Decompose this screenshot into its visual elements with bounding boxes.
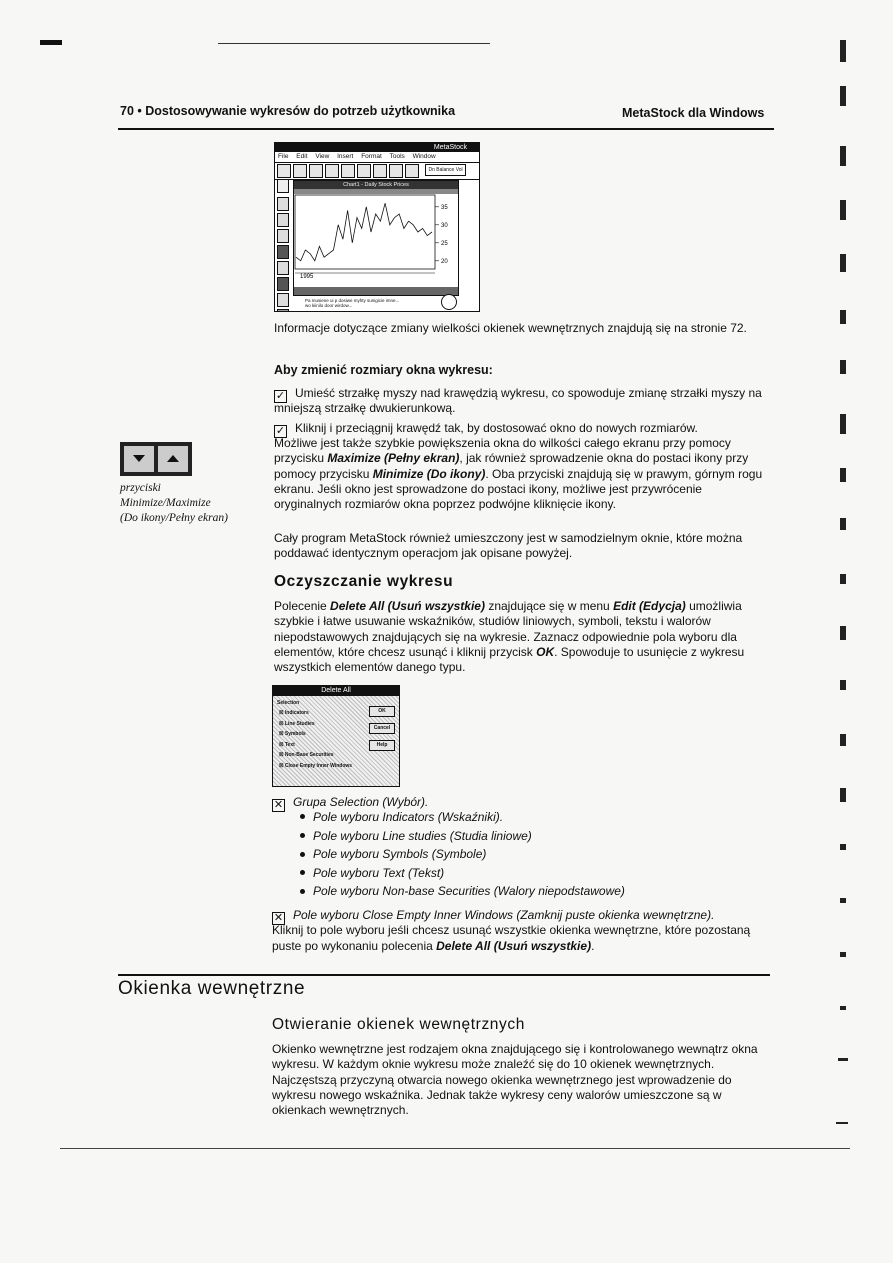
dialog-checkbox[interactable]: ☒ Symbols xyxy=(279,731,306,737)
edge-mark xyxy=(840,310,846,324)
section-heading: Okienka wewnętrzne xyxy=(118,978,306,999)
bullet-item xyxy=(300,882,770,901)
section-text: Okienko wewnętrzne jest rodzajem okna znajdującego się i kontrolowanego wewnątrz okna wykresu. W każdym oknie wykresu może znaleźć się do 10 okienek wewnętrznych. Najczęstszą przyczyną otwarcia nowego okienka wewnętrznego jest wprowadzenie do wykresu nowego wskaźnika. Jednak także wykresy ceny walorów umieszczone są w okienkach wewnętrznych. xyxy=(272,1042,758,1118)
edge-mark xyxy=(840,626,846,640)
ok-term: OK xyxy=(536,644,555,659)
page-number: 70 xyxy=(120,104,134,118)
tool-column xyxy=(277,179,289,309)
tool-icon[interactable] xyxy=(277,197,289,211)
toolbar-button-icon[interactable] xyxy=(373,164,387,178)
edge-mark xyxy=(840,86,846,106)
arrow-tool-icon[interactable] xyxy=(277,179,289,193)
clear-3: umożliwia szybkie i łatwe usuwanie wskaźników, studiów liniowych, symboli, tekstu i walorów niepodstawowych znajdujących się na wykresie. Zaznacz odpowiednie pola wyboru dla elementów, które chcesz usunąć i kliknij przycisk xyxy=(274,599,742,659)
minimize-button xyxy=(124,446,154,472)
dialog-title: Delete All xyxy=(273,686,399,696)
step-2 xyxy=(274,421,770,436)
toolbar-combo[interactable]: Dn Balance Vol xyxy=(425,164,465,176)
delete-all-term: Delete All (Usuń wszystkie) xyxy=(330,599,485,613)
close-empty-desc xyxy=(272,923,768,954)
para-b: , jak również sprowadzenie okna do postaci ikony przy pomocy przycisku xyxy=(274,451,749,481)
edge-mark xyxy=(840,146,846,166)
year-label: 1995 xyxy=(300,274,314,280)
checkmark-icon: ✓ xyxy=(275,425,286,437)
edge-mark xyxy=(840,468,846,482)
dialog-checkbox[interactable]: ☒ Line Studies xyxy=(279,720,315,727)
menu-insert[interactable]: Insert xyxy=(337,153,354,160)
chart-window-title: Chart1 - Daily Stock Prices xyxy=(294,181,458,189)
edge-mark xyxy=(840,788,846,802)
sidebar-caption xyxy=(120,481,270,526)
bullet-item xyxy=(300,845,770,864)
toolbar-button-icon[interactable] xyxy=(293,164,307,178)
menu-window[interactable]: Window xyxy=(412,153,436,160)
bullet-dot xyxy=(300,833,305,838)
menu-file[interactable]: File xyxy=(278,153,289,160)
bullet-text: Pole wyboru Line studies (Studia liniowe) xyxy=(313,828,532,843)
app-menu-bar xyxy=(275,152,479,163)
step-2-text: Kliknij i przeciągnij krawędź tak, by dostosować okno do nowych rozmiarów. xyxy=(295,421,698,435)
tool-icon[interactable] xyxy=(277,229,289,243)
edge-mark xyxy=(840,518,846,530)
minmax-buttons-image xyxy=(120,442,192,476)
triangle-down-icon xyxy=(133,455,145,462)
checkbox-label: Symbols xyxy=(284,731,306,737)
toolbar-button-icon[interactable] xyxy=(341,164,355,178)
checkmark-icon: ✓ xyxy=(275,390,286,402)
checkbox-x-icon: ✕ xyxy=(273,799,284,811)
y-tick-label: 35 xyxy=(441,204,448,211)
delete-all-dialog xyxy=(272,685,400,787)
dialog-help-button[interactable]: Help xyxy=(369,740,395,751)
bullet-text: Pole wyboru Symbols (Symbole) xyxy=(313,847,487,862)
dialog-checkbox[interactable]: ☒ Text xyxy=(279,741,295,748)
toolbar-button-icon[interactable] xyxy=(389,164,403,178)
toolbar-button-icon[interactable] xyxy=(325,164,339,178)
close-delete-all-term: Delete All (Usuń wszystkie) xyxy=(436,938,592,953)
edge-mark xyxy=(840,574,846,584)
maximize-term: Maximize (Pełny ekran) xyxy=(327,451,460,466)
y-tick-label: 20 xyxy=(441,258,448,265)
checkbox-label: Indicators xyxy=(284,710,309,716)
section-title: Dostosowywanie wykresów do potrzeb użytkownika xyxy=(145,104,456,118)
scan-mark xyxy=(40,40,62,45)
close-empty-text: Pole wyboru Close Empty Inner Windows (Zamknij puste okienka wewnętrzne). xyxy=(293,908,715,922)
chart-window[interactable] xyxy=(293,180,459,296)
checkbox-label: Close Empty Inner Windows xyxy=(284,762,353,769)
close-empty-line xyxy=(272,908,768,923)
clear-1: Polecenie xyxy=(274,599,331,613)
running-header xyxy=(120,104,455,118)
dialog-checkbox[interactable]: ☒ Indicators xyxy=(279,710,309,716)
selection-group-text: Grupa Selection (Wybór). xyxy=(293,795,429,809)
caption-line-3: (Do ikony/Pełny ekran) xyxy=(120,512,228,524)
bottom-rule xyxy=(60,1148,850,1149)
clear-heading: Oczyszczanie wykresu xyxy=(274,573,454,590)
toolbar-button-icon[interactable] xyxy=(405,164,419,178)
header-rule xyxy=(118,128,774,130)
selection-bullets xyxy=(300,808,770,901)
bullet-dot xyxy=(300,814,305,819)
caption-line-1: przyciski xyxy=(120,482,161,494)
bullet-dot xyxy=(300,870,305,875)
dialog-ok-button[interactable]: OK xyxy=(369,706,395,717)
dialog-cancel-button[interactable]: Cancel xyxy=(369,723,395,734)
y-tick-label: 25 xyxy=(441,240,448,247)
price-axis xyxy=(435,205,448,265)
dialog-group-label: Selection xyxy=(277,700,300,706)
clear-2: znajdujące się w menu xyxy=(484,599,614,613)
close-empty-block xyxy=(272,908,768,954)
edge-mark xyxy=(838,1058,848,1061)
bullet-item xyxy=(300,808,770,827)
menu-format[interactable]: Format xyxy=(361,153,382,160)
app-toolbar xyxy=(275,163,479,180)
price-chart xyxy=(294,194,458,284)
chart-scrollbar[interactable] xyxy=(294,287,458,295)
triangle-up-icon xyxy=(167,455,179,462)
book-title: MetaStock dla Windows xyxy=(622,106,765,120)
edge-mark xyxy=(836,1122,848,1124)
dialog-checkbox[interactable]: ☒ Close Empty Inner Windows xyxy=(279,762,353,769)
bullet-text: Pole wyboru Indicators (Wskaźniki). xyxy=(313,810,504,824)
header-bullet: • xyxy=(137,104,142,118)
dialog-checkbox-list xyxy=(279,708,352,771)
checkbox-label: Line Studies xyxy=(284,720,315,727)
y-tick-label: 30 xyxy=(441,222,448,229)
step-1 xyxy=(274,386,770,417)
menu-edit[interactable]: Edit xyxy=(296,153,308,160)
status-text: Pa musiene ui p dosiwe myhty sunigicie imne... wo kiinilo door wirdow... xyxy=(305,298,400,308)
app-title-bar: MetaStock xyxy=(275,143,479,152)
clear-4: . Spowoduje to usunięcie z wykresu wszystkich elementów danego typu. xyxy=(274,644,745,675)
edge-mark xyxy=(840,844,846,850)
bullet-dot xyxy=(300,852,305,857)
info-text: Informacje dotyczące zmiany wielkości okienek wewnętrznych znajdują się na stronie 72. xyxy=(274,321,747,335)
bullet-text: Pole wyboru Text (Tekst) xyxy=(313,865,445,880)
menu-view[interactable]: View xyxy=(315,153,330,160)
menu-tools[interactable]: Tools xyxy=(389,153,405,160)
maximize-button xyxy=(158,446,188,472)
tool-icon[interactable] xyxy=(277,213,289,227)
scan-rule xyxy=(218,43,490,44)
bullet-item xyxy=(300,864,770,883)
checkbox-label: Non-Base Securities xyxy=(284,752,334,758)
cursor-icon xyxy=(441,294,457,310)
bullet-dot xyxy=(300,889,305,894)
edge-mark xyxy=(840,952,846,957)
bullet-item xyxy=(300,827,770,846)
minimize-term: Minimize (Do ikony) xyxy=(372,466,486,481)
resize-heading: Aby zmienić rozmiary okna wykresu: xyxy=(274,363,493,377)
edge-mark xyxy=(840,200,846,220)
tool-icon[interactable] xyxy=(277,293,289,307)
close-3: . xyxy=(591,938,595,953)
caption-line-2: Minimize/Maximize xyxy=(120,497,211,509)
toolbar-button-icon[interactable] xyxy=(309,164,323,178)
toolbar-button-icon[interactable] xyxy=(357,164,371,178)
step-1-text: Umieść strzałkę myszy nad krawędzią wykresu, co spowoduje zmianę strzałki myszy na mniejszą strzałkę dwukierunkową. xyxy=(274,386,762,416)
para-c: . Oba przyciski znajdują się w prawym, górnym rogu ekranu. Jeśli okno jest sprowadzone do postaci ikony, możliwe jest przywrócenie oryginalnych rozmiarów okna poprzez podwójne kliknięcie ikony. xyxy=(274,466,763,512)
edge-mark xyxy=(840,40,846,62)
tool-icon[interactable] xyxy=(277,245,289,259)
metastock-screenshot xyxy=(274,142,480,312)
subsection-heading: Otwieranie okienek wewnętrznych xyxy=(272,1016,525,1033)
dialog-checkbox[interactable]: ☒ Non-Base Securities xyxy=(279,752,334,758)
edge-mark xyxy=(840,680,846,690)
maximize-paragraph xyxy=(274,436,768,512)
toolbar-button-icon[interactable] xyxy=(277,164,291,178)
close-1: Kliknij to pole wyboru jeśli chcesz usunąć wszystkie okienka wewnętrzne, które pozostaną puste po wykonaniu polecenia xyxy=(272,923,751,953)
edge-mark xyxy=(840,898,846,903)
edge-mark xyxy=(840,360,846,374)
edge-mark xyxy=(840,254,846,272)
bullet-text: Pole wyboru Non-base Securities (Walory niepodstawowe) xyxy=(313,884,625,899)
section-rule xyxy=(118,974,770,976)
checkbox-label: Text xyxy=(284,741,295,748)
edit-menu-term: Edit (Edycja) xyxy=(613,599,686,613)
tool-icon[interactable] xyxy=(277,261,289,275)
edge-mark xyxy=(840,414,846,434)
tool-icon[interactable] xyxy=(277,277,289,291)
clear-paragraph xyxy=(274,599,770,675)
edge-mark xyxy=(840,734,846,746)
metastock-window-paragraph: Cały program MetaStock również umieszczony jest w samodzielnym oknie, które można poddawać identycznym operacjom jak opisane powyżej. xyxy=(274,531,743,561)
edge-mark xyxy=(840,1006,846,1010)
checkbox-x-icon: ✕ xyxy=(273,912,284,924)
para-a: Możliwe jest także szybkie powiększenia okna do wilkości całego ekranu przy pomocy przycisku xyxy=(274,436,731,466)
tool-icon[interactable] xyxy=(277,309,289,312)
